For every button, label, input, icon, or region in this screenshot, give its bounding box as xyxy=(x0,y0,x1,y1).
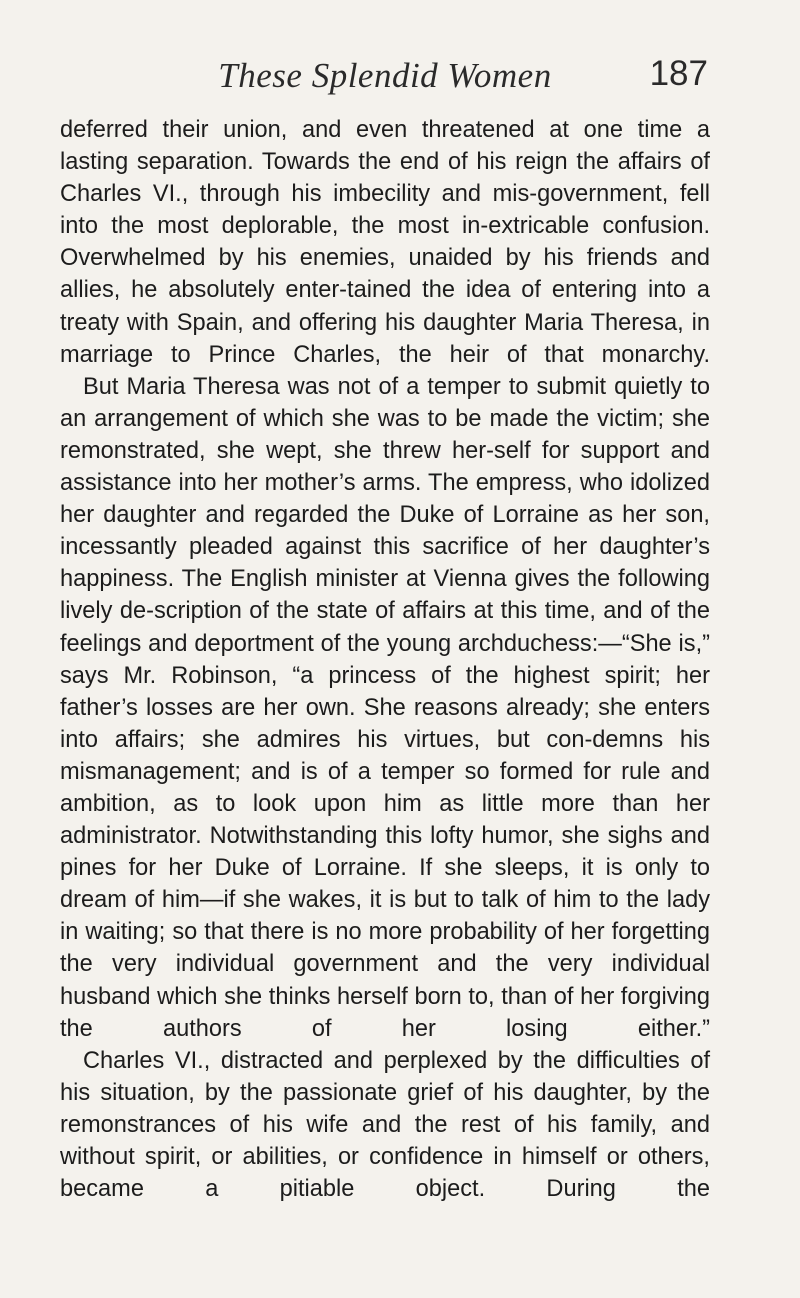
page-number: 187 xyxy=(649,54,708,93)
book-page xyxy=(60,48,710,1205)
paragraph-3: Charles VI., distracted and perplexed by the difficulties of his situation, by the passionate grief of his daughter, by the remonstrances of his wife and the rest of his family, and without spirit, or abilities, or confidence in himself or others, became a pitiable object. During the xyxy=(60,1047,710,1203)
paragraph-2: But Maria Theresa was not of a temper to submit quietly to an arrangement of which she was to be made the victim; she remonstrated, she wept, she threw her-self for support and assistance into her mother’s arms. The empress, who idolized her daughter and regarded the Duke of Lorraine as her son, incessantly pleaded against this sacrifice of her daughter’s happiness. The English minister at Vienna gives the following lively de-scription of the state of affairs at this time, and of the feelings and deportment of the young archduchess:—“She is,” says Mr. Robinson, “a princess of the highest spirit; her father’s losses are her own. She reasons already; she enters into affairs; she admires his virtues, but con-demns his mismanagement; and is of a temper so formed for rule and ambition, as to look upon him as little more than her administrator. Notwithstanding this lofty humor, she sighs and pines for her Duke of Lorraine. If she sleeps, it is only to dream of him—if she wakes, it is but to talk of him to the lady in waiting; so that there is no more probability of her forgetting the very individual government and the very individual husband which she thinks herself born to, than of her forgiving the authors of her losing either.” xyxy=(60,373,710,1042)
running-head xyxy=(60,48,710,98)
running-title: These Splendid Women xyxy=(218,56,552,95)
paragraph-1: deferred their union, and even threatened at one time a lasting separation. Towards the end of his reign the affairs of Charles VI., through his imbecility and mis-government, fell into the most deplorable, the most in-extricable confusion. Overwhelmed by his enemies, unaided by his friends and allies, he absolutely enter-tained the idea of entering into a treaty with Spain, and offering his daughter Maria Theresa, in marriage to Prince Charles, the heir of that monarchy. xyxy=(60,117,710,368)
body-text xyxy=(60,114,710,1205)
